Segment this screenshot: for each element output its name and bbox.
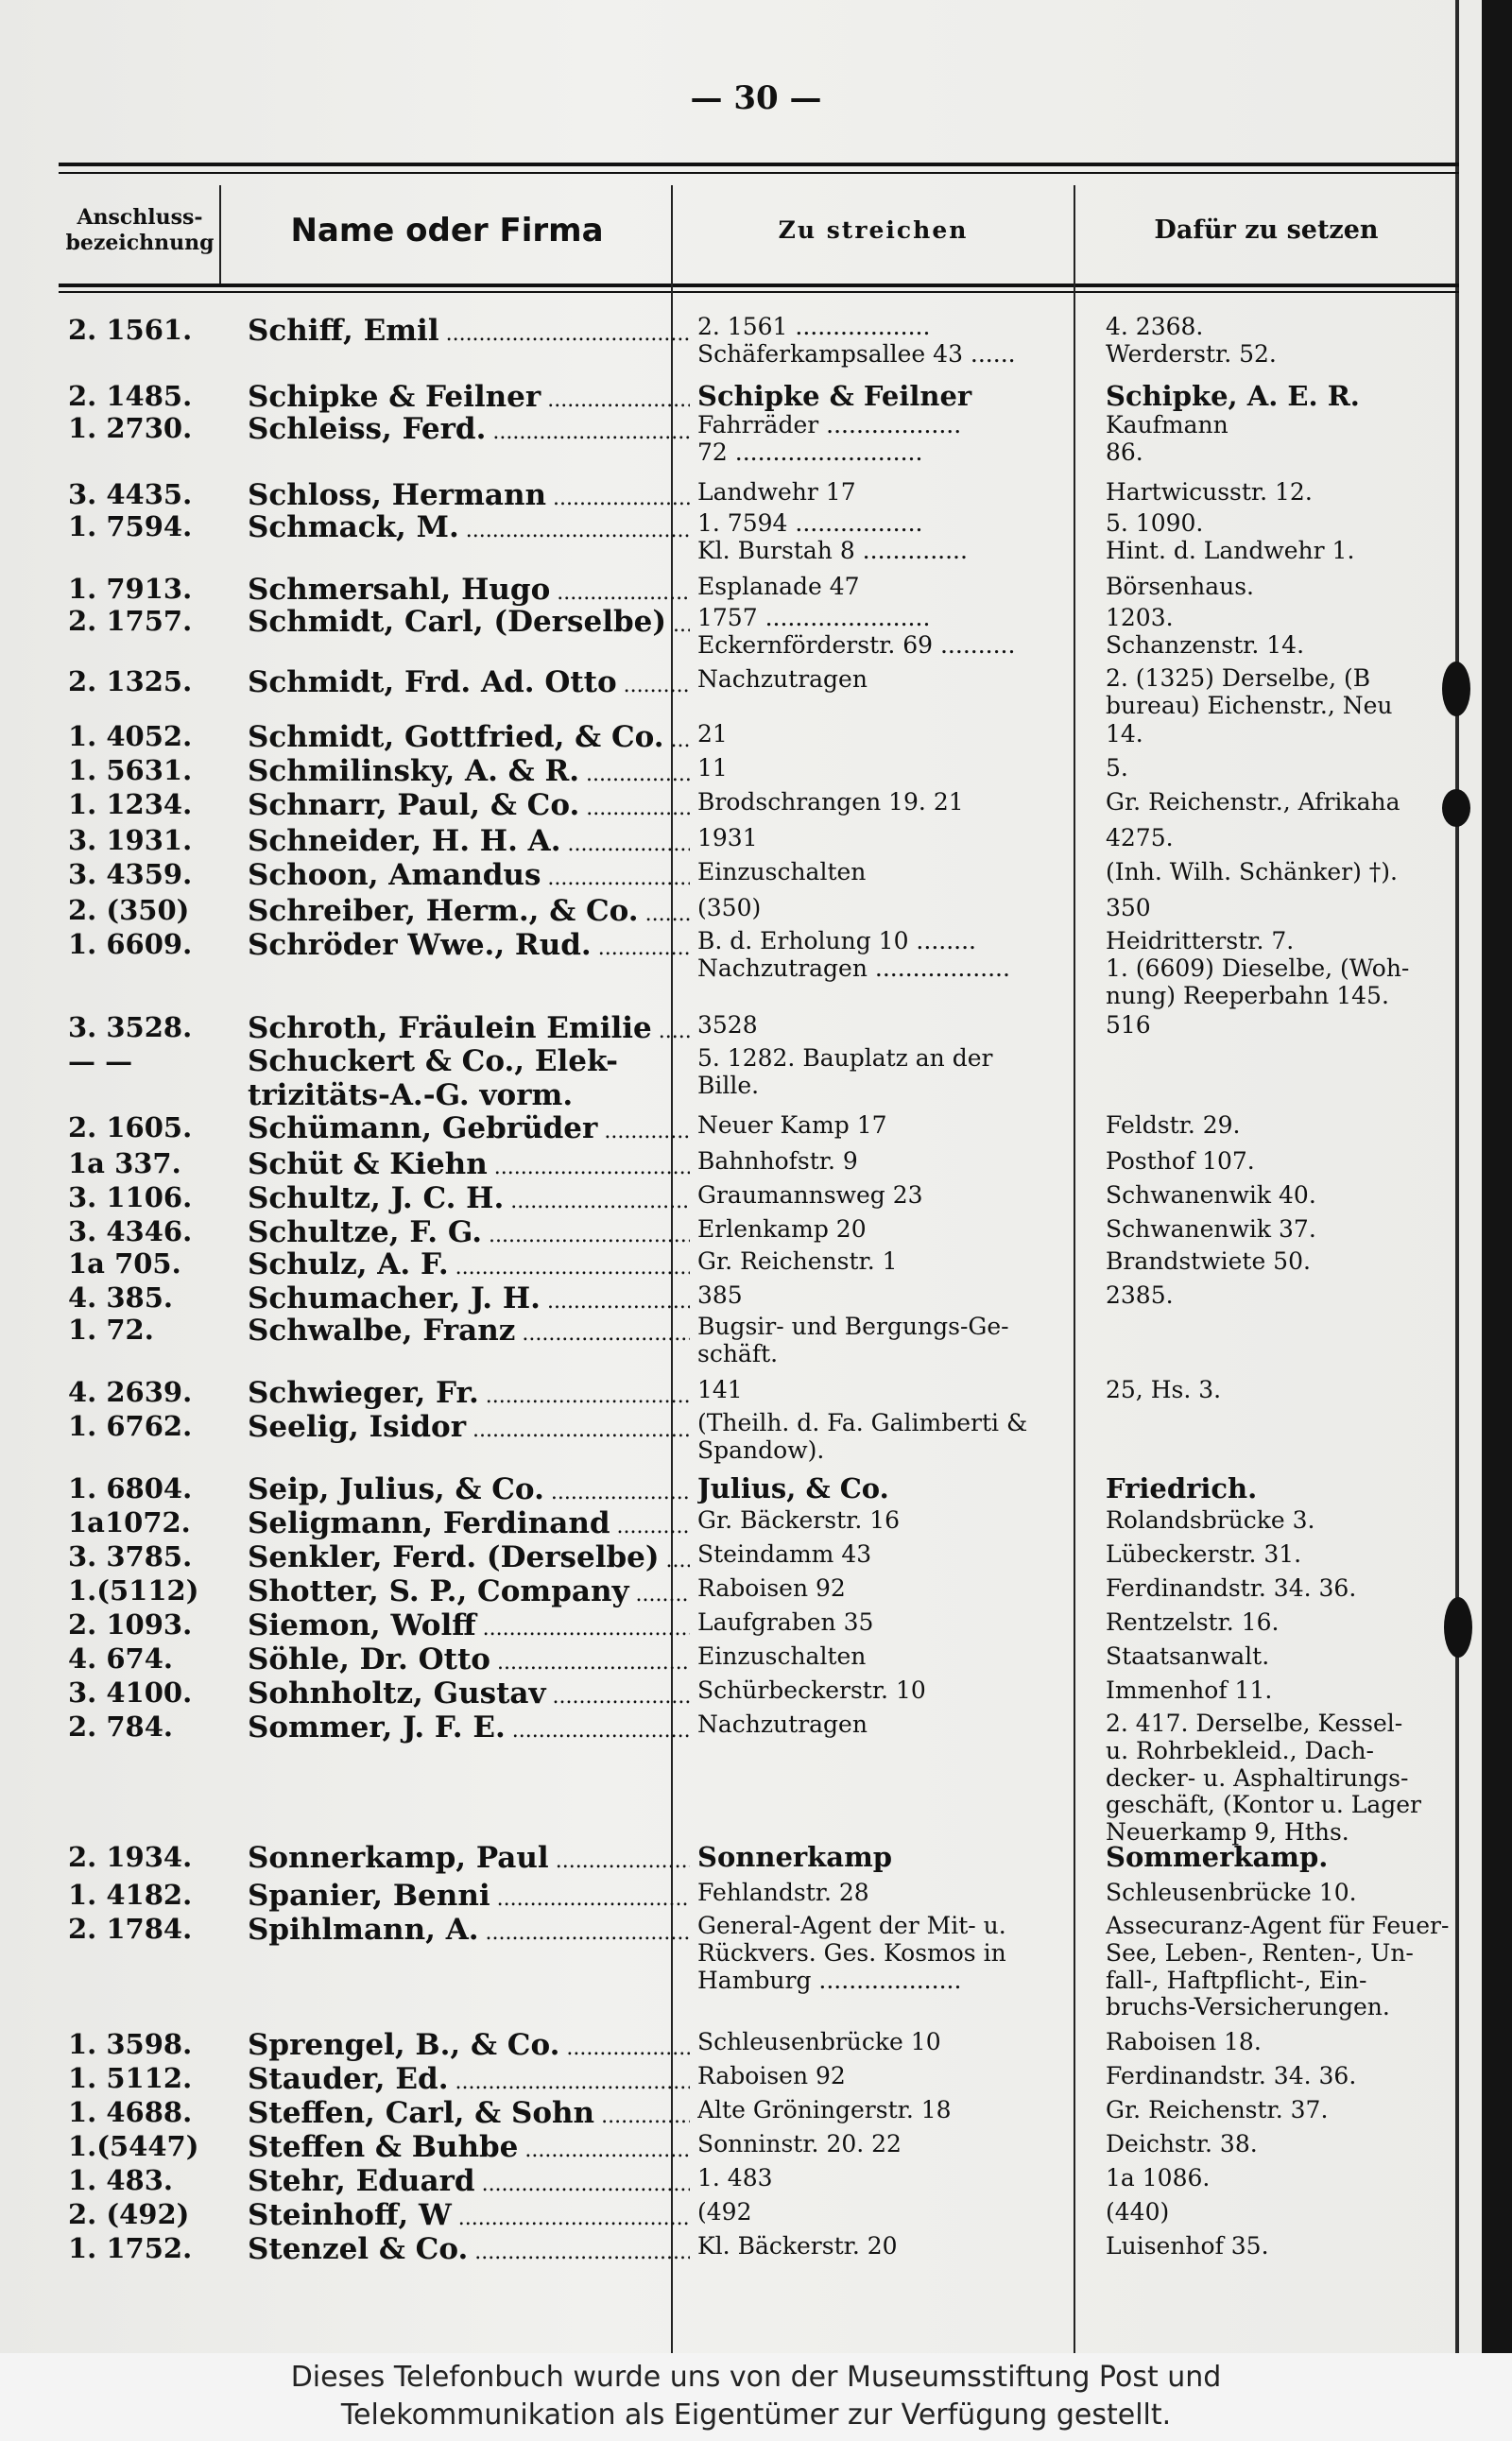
delete-entry: 11: [697, 754, 728, 782]
delete-entry: 1931: [697, 824, 758, 851]
delete-entry: Alte Gröningerstr. 18: [697, 2096, 952, 2123]
replacement-entry: Staatsanwalt.: [1106, 1642, 1270, 1670]
subscriber-name: Schmidt, Carl, (Derselbe) .....: [248, 605, 690, 639]
connection-number: 1.(5112): [68, 1574, 199, 1607]
delete-entry: Schipke & Feilner: [697, 380, 972, 412]
delete-entry: Esplanade 47: [697, 573, 860, 600]
replacement-entry: 516: [1106, 1011, 1151, 1039]
delete-entry: 141: [697, 1376, 743, 1403]
delete-entry: 1. 483: [697, 2164, 773, 2192]
header-bottom-rule: [59, 291, 1459, 293]
header-connection-label: Anschluss- bezeichnung: [65, 204, 215, 255]
replacement-entry: Immenhof 11.: [1106, 1676, 1273, 1704]
subscriber-name: Schipke & Feilner .....: [248, 380, 690, 414]
delete-entry: Steindamm 43: [697, 1540, 872, 1568]
subscriber-name: Schultz, J. C. H. .....: [248, 1181, 690, 1215]
delete-entry: Sonnerkamp: [697, 1841, 893, 1873]
replacement-entry: 4275.: [1106, 824, 1174, 851]
connection-number: 3. 4359.: [68, 858, 193, 890]
connection-number: 1. 7913.: [68, 573, 193, 605]
replacement-entry: Gr. Reichenstr., Afrikaha: [1106, 788, 1400, 816]
replacement-entry: Rolandsbrücke 3.: [1106, 1506, 1315, 1534]
subscriber-name: Schneider, H. H. A. .....: [248, 824, 690, 858]
header-rule: [59, 163, 1459, 166]
page-dark-edge: [1482, 0, 1512, 2353]
delete-entry: Fahrräder .................. 72 .........................: [697, 412, 962, 466]
subscriber-name: Sprengel, B., & Co. .....: [248, 2028, 690, 2062]
delete-entry: Brodschrangen 19. 21: [697, 788, 964, 816]
delete-entry: 1757 ...................... Eckernförderstr. 69 ..........: [697, 605, 1016, 659]
connection-number: 1. 6609.: [68, 928, 193, 960]
footer-notice: [0, 2353, 1512, 2441]
replacement-entry: 1a 1086.: [1106, 2164, 1211, 2192]
replacement-entry: Feldstr. 29.: [1106, 1111, 1241, 1139]
replacement-entry: Heidritterstr. 7. 1. (6609) Dieselbe, (Woh- nung) Reeperbahn 145.: [1106, 928, 1410, 1009]
header-delete-label: Zu streichen: [778, 216, 969, 245]
subscriber-name: Seip, Julius, & Co. .....: [248, 1472, 690, 1506]
replacement-entry: Luisenhof 35.: [1106, 2232, 1269, 2260]
connection-number: 2. (350): [68, 894, 190, 926]
replacement-entry: 5.: [1106, 754, 1128, 782]
connection-number: 1. 5631.: [68, 754, 193, 786]
connection-number: 1. 4182.: [68, 1879, 193, 1911]
replacement-entry: Kaufmann 86.: [1106, 412, 1228, 466]
delete-entry: Schürbeckerstr. 10: [697, 1676, 926, 1704]
connection-number: 1. 3598.: [68, 2028, 193, 2060]
replacement-entry: (Inh. Wilh. Schänker) †).: [1106, 858, 1398, 885]
connection-number: 1. 1234.: [68, 788, 193, 820]
connection-number: 1. 483.: [68, 2164, 174, 2196]
replacement-entry: 2385.: [1106, 1281, 1174, 1309]
connection-number: 2. 1093.: [68, 1608, 193, 1641]
subscriber-name: Schmidt, Frd. Ad. Otto .....: [248, 665, 690, 699]
connection-number: 3. 3528.: [68, 1011, 193, 1043]
replacement-entry: 25, Hs. 3.: [1106, 1376, 1222, 1403]
column-divider: [219, 185, 221, 284]
delete-entry: Nachzutragen: [697, 665, 868, 693]
footer-line-1: Dieses Telefonbuch wurde uns von der Museumsstiftung Post und: [290, 2361, 1222, 2394]
subscriber-name: Stehr, Eduard .....: [248, 2164, 690, 2198]
subscriber-name: Schümann, Gebrüder .....: [248, 1111, 690, 1145]
delete-entry: (350): [697, 894, 762, 921]
replacement-entry: Friedrich.: [1106, 1472, 1258, 1504]
delete-entry: Bahnhofstr. 9: [697, 1147, 858, 1175]
connection-number: 2. 1605.: [68, 1111, 193, 1143]
delete-entry: Nachzutragen: [697, 1710, 868, 1738]
replacement-entry: Hartwicusstr. 12.: [1106, 478, 1313, 506]
subscriber-name: Spihlmann, A. .....: [248, 1913, 690, 1947]
subscriber-name: Sommer, J. F. E. .....: [248, 1710, 690, 1745]
connection-number: 3. 1931.: [68, 824, 193, 856]
connection-number: 2. 1325.: [68, 665, 193, 697]
delete-entry: Laufgraben 35: [697, 1608, 874, 1636]
connection-number: 1. 7594.: [68, 510, 193, 542]
delete-entry: Erlenkamp 20: [697, 1215, 867, 1243]
subscriber-name: Sohnholtz, Gustav .....: [248, 1676, 690, 1710]
connection-number: 1. 6762.: [68, 1410, 193, 1442]
delete-entry: (492: [697, 2198, 752, 2226]
subscriber-name: Schmersahl, Hugo .....: [248, 573, 690, 607]
replacement-entry: Sommerkamp.: [1106, 1841, 1329, 1873]
replacement-entry: Deichstr. 38.: [1106, 2130, 1258, 2157]
delete-entry: Gr. Reichenstr. 1: [697, 1247, 898, 1275]
connection-number: 1. 5112.: [68, 2062, 193, 2094]
subscriber-name: Söhle, Dr. Otto .....: [248, 1642, 690, 1676]
delete-entry: 5. 1282. Bauplatz an der Bille.: [697, 1045, 993, 1099]
subscriber-name: Stauder, Ed. .....: [248, 2062, 690, 2096]
subscriber-name: Schultze, F. G. .....: [248, 1215, 690, 1249]
header-connection: [60, 180, 219, 282]
replacement-entry: Assecuranz-Agent für Feuer- See, Leben-, Renten-, Un- fall-, Haftpflicht-, Ein- bruchs-Versicherungen.: [1106, 1913, 1450, 2021]
delete-entry: Einzuschalten: [697, 858, 867, 885]
delete-entry: 385: [697, 1281, 743, 1309]
subscriber-name: Siemon, Wolff .....: [248, 1608, 690, 1642]
connection-number: 1a1072.: [68, 1506, 191, 1539]
delete-entry: 2. 1561 .................. Schäferkampsallee 43 ......: [697, 314, 1016, 368]
connection-number: 1a 705.: [68, 1247, 181, 1280]
page-number: — 30 —: [690, 79, 822, 117]
replacement-entry: Schwanenwik 37.: [1106, 1215, 1316, 1243]
subscriber-name: Schmidt, Gottfried, & Co. .....: [248, 720, 690, 754]
delete-entry: Bugsir- und Bergungs-Ge- schäft.: [697, 1314, 1009, 1367]
header-bottom-rule: [59, 284, 1459, 287]
subscriber-name: Seligmann, Ferdinand .....: [248, 1506, 690, 1540]
connection-number: 3. 3785.: [68, 1540, 193, 1573]
header-rule: [59, 172, 1459, 174]
subscriber-name: Schroth, Fräulein Emilie .....: [248, 1011, 690, 1045]
delete-entry: Schleusenbrücke 10: [697, 2028, 941, 2055]
header-replace-label: Dafür zu setzen: [1154, 215, 1379, 246]
connection-number: 1a 337.: [68, 1147, 181, 1179]
replacement-entry: Schwanenwik 40.: [1106, 1181, 1316, 1209]
connection-number: 2. 1934.: [68, 1841, 193, 1873]
replacement-entry: Rentzelstr. 16.: [1106, 1608, 1280, 1636]
delete-entry: Raboisen 92: [697, 2062, 846, 2089]
delete-entry: 3528: [697, 1011, 758, 1039]
subscriber-name: Shotter, S. P., Company .....: [248, 1574, 690, 1608]
replacement-entry: Ferdinandstr. 34. 36.: [1106, 1574, 1357, 1602]
subscriber-name: Schmack, M. .....: [248, 510, 690, 544]
connection-number: 2. 1485.: [68, 380, 193, 412]
connection-number: 1. 2730.: [68, 412, 193, 444]
subscriber-name: Stenzel & Co. .....: [248, 2232, 690, 2266]
connection-number: 1. 1752.: [68, 2232, 193, 2264]
subscriber-name: Sonnerkamp, Paul .....: [248, 1841, 690, 1875]
delete-entry: Kl. Bäckerstr. 20: [697, 2232, 898, 2260]
subscriber-name: Schwieger, Fr. .....: [248, 1376, 690, 1410]
connection-number: 3. 1106.: [68, 1181, 193, 1213]
subscriber-name: Schoon, Amandus .....: [248, 858, 690, 892]
replacement-entry: 5. 1090. Hint. d. Landwehr 1.: [1106, 510, 1355, 564]
replacement-entry: Schleusenbrücke 10.: [1106, 1879, 1357, 1906]
delete-entry: Landwehr 17: [697, 478, 856, 506]
delete-entry: Einzuschalten: [697, 1642, 867, 1670]
subscriber-name: Steinhoff, W .....: [248, 2198, 690, 2232]
connection-number: 1. 4052.: [68, 720, 193, 752]
subscriber-name: Schwalbe, Franz .....: [248, 1314, 690, 1348]
delete-entry: B. d. Erholung 10 ........ Nachzutragen ..................: [697, 928, 1010, 982]
replacement-entry: Posthof 107.: [1106, 1147, 1255, 1175]
replacement-entry: 2. 417. Derselbe, Kessel- u. Rohrbekleid., Dach- decker- u. Asphaltirungs- geschäft, (Kontor u. Lager Neuerkamp 9, Hths.: [1106, 1710, 1421, 1846]
subscriber-name: Spanier, Benni .....: [248, 1879, 690, 1913]
replacement-entry: Raboisen 18.: [1106, 2028, 1262, 2055]
subscriber-name: Senkler, Ferd. (Derselbe) .....: [248, 1540, 690, 1574]
replacement-entry: Ferdinandstr. 34. 36.: [1106, 2062, 1357, 2089]
replacement-entry: (440): [1106, 2198, 1170, 2226]
replacement-entry: 350: [1106, 894, 1151, 921]
connection-number: 4. 674.: [68, 1642, 174, 1675]
connection-number: 2. 1784.: [68, 1913, 193, 1945]
delete-entry: 1. 7594 ................. Kl. Burstah 8 ..............: [697, 510, 968, 564]
subscriber-name: Schnarr, Paul, & Co. .....: [248, 788, 690, 822]
connection-number: 2. 1561.: [68, 314, 193, 346]
subscriber-name: Schloss, Hermann .....: [248, 478, 690, 512]
connection-number: 1. 6804.: [68, 1472, 193, 1504]
subscriber-name: Schumacher, J. H. .....: [248, 1281, 690, 1315]
delete-entry: Graumannsweg 23: [697, 1181, 923, 1209]
replacement-entry: Lübeckerstr. 31.: [1106, 1540, 1302, 1568]
connection-number: — —: [68, 1045, 133, 1077]
subscriber-name: Schreiber, Herm., & Co. .....: [248, 894, 690, 928]
connection-number: 3. 4435.: [68, 478, 193, 510]
subscriber-name: Schleiss, Ferd. .....: [248, 412, 690, 446]
header-name-label: Name oder Firma: [290, 211, 604, 249]
connection-number: 3. 4346.: [68, 1215, 193, 1247]
connection-number: 1. 72.: [68, 1314, 154, 1346]
delete-entry: 21: [697, 720, 728, 748]
subscriber-name: Schuckert & Co., Elek- trizitäts-A.-G. vorm.: [248, 1045, 619, 1112]
replacement-entry: 4. 2368. Werderstr. 52.: [1106, 314, 1277, 368]
replacement-entry: Brandstwiete 50.: [1106, 1247, 1311, 1275]
header-delete: [673, 180, 1074, 282]
subscriber-name: Schulz, A. F. .....: [248, 1247, 690, 1281]
replacement-entry: 14.: [1106, 720, 1143, 748]
connection-number: 3. 4100.: [68, 1676, 193, 1709]
connection-number: 2. 1757.: [68, 605, 193, 637]
connection-number: 1. 4688.: [68, 2096, 193, 2128]
connection-number: 2. 784.: [68, 1710, 174, 1743]
delete-entry: Neuer Kamp 17: [697, 1111, 887, 1139]
subscriber-name: Schröder Wwe., Rud. .....: [248, 928, 690, 962]
replacement-entry: 2. (1325) Derselbe, (B bureau) Eichenstr., Neu: [1106, 665, 1393, 719]
replacement-entry: Schipke, A. E. R.: [1106, 380, 1360, 412]
connection-number: 4. 385.: [68, 1281, 174, 1314]
delete-entry: Julius, & Co.: [697, 1472, 889, 1504]
delete-entry: Raboisen 92: [697, 1574, 846, 1602]
delete-entry: Gr. Bäckerstr. 16: [697, 1506, 901, 1534]
replacement-entry: 1203. Schanzenstr. 14.: [1106, 605, 1305, 659]
subscriber-name: Schmilinsky, A. & R. .....: [248, 754, 690, 788]
footer-line-2: Telekommunikation als Eigentümer zur Verfügung gestellt.: [340, 2398, 1172, 2432]
subscriber-name: Steffen & Buhbe .....: [248, 2130, 690, 2164]
subscriber-name: Schüt & Kiehn .....: [248, 1147, 690, 1181]
connection-number: 1.(5447): [68, 2130, 199, 2162]
delete-entry: Fehlandstr. 28: [697, 1879, 869, 1906]
replacement-entry: Gr. Reichenstr. 37.: [1106, 2096, 1329, 2123]
header-name: [223, 180, 671, 282]
delete-entry: General-Agent der Mit- u. Rückvers. Ges. Kosmos in Hamburg ...................: [697, 1913, 1006, 1994]
subscriber-name: Seelig, Isidor .....: [248, 1410, 690, 1444]
connection-number: 4. 2639.: [68, 1376, 193, 1408]
delete-entry: Sonninstr. 20. 22: [697, 2130, 902, 2157]
connection-number: 2. (492): [68, 2198, 190, 2230]
subscriber-name: Schiff, Emil .....: [248, 314, 690, 348]
subscriber-name: Steffen, Carl, & Sohn .....: [248, 2096, 690, 2130]
replacement-entry: Börsenhaus.: [1106, 573, 1254, 600]
header-replace: [1075, 180, 1457, 282]
delete-entry: (Theilh. d. Fa. Galimberti & Spandow).: [697, 1410, 1028, 1464]
